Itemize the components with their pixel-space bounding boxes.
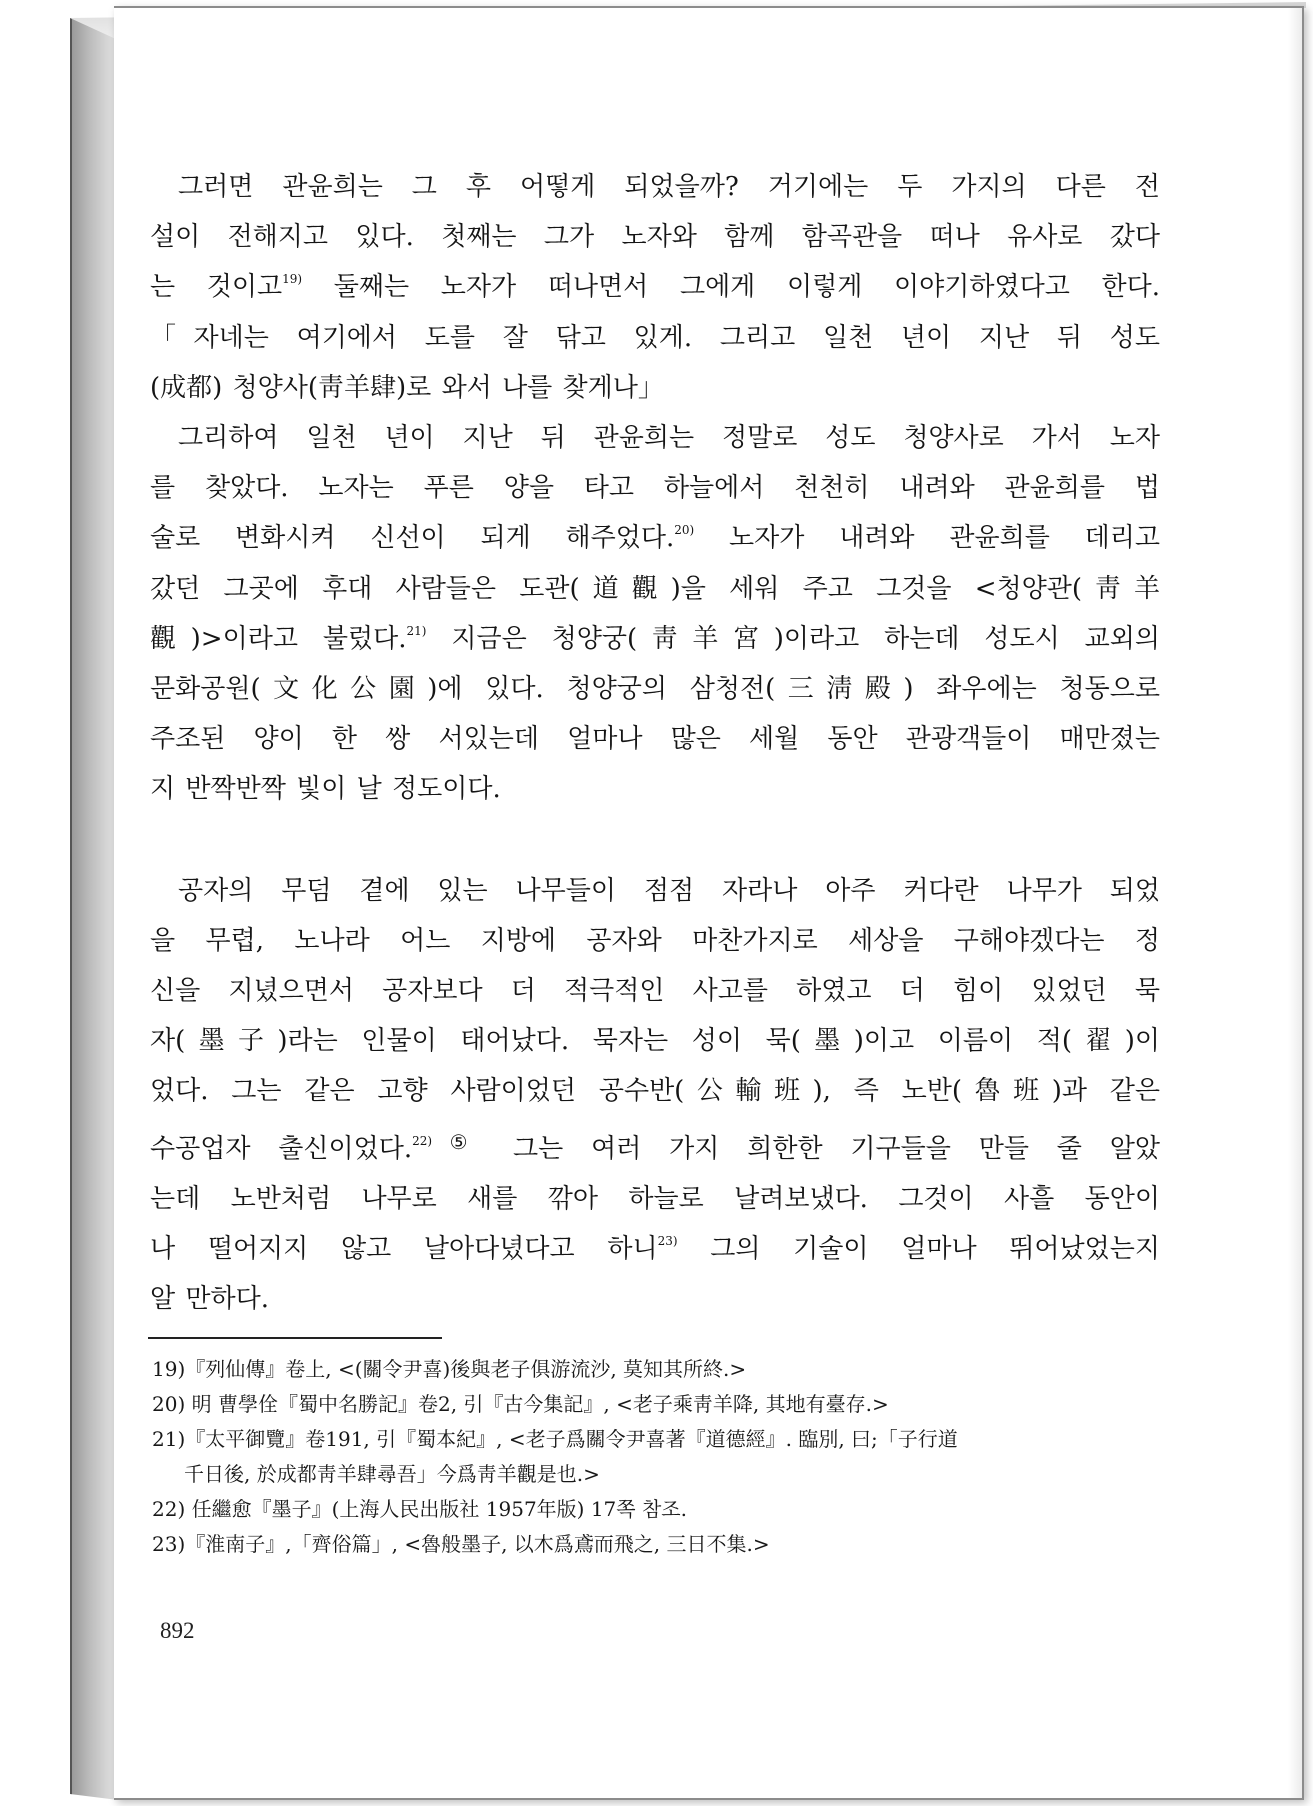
page-edge-shadow — [1288, 8, 1302, 1798]
footnote-ref-22: 22) — [412, 1133, 433, 1148]
footnote-21-continued: 千日後, 於成都靑羊肆尋吾」今爲靑羊觀是也.> — [184, 1462, 600, 1486]
text-line: 주조된 양이 한 쌍 서있는데 얼마나 많은 세월 동안 관광객들이 매만졌는 — [150, 724, 1160, 755]
footnotes — [152, 1352, 1162, 1562]
text-segment: 그의 기술이 얼마나 뛰어났었는지 — [677, 1234, 1160, 1265]
text-segment: 술로 변화시켜 신선이 되게 해주었다. — [150, 523, 675, 554]
book-spine — [70, 18, 118, 1800]
text-line: 갔던 그곳에 후대 사람들은 도관(道觀)을 세워 주고 그것을 <청양관(靑羊 — [150, 573, 1160, 604]
footnote-20: 20) 明 曹學佺『蜀中名勝記』卷2, 引『古今集記』, <老子乘靑羊降, 其地有臺存.> — [152, 1392, 889, 1416]
page-number: 892 — [160, 1618, 195, 1643]
text-segment: 는 것이고 — [150, 272, 283, 303]
text-line — [150, 614, 1160, 664]
text-line: (成都) 청양사(靑羊肆)로 와서 나를 찾게나」 — [150, 372, 664, 403]
text-line: 「자네는 여기에서 도를 잘 닦고 있게. 그리고 일천 년이 지난 뒤 성도 — [150, 322, 1160, 353]
paragraph-1 — [150, 162, 1160, 413]
circled-five-marker: ⑤ — [432, 1129, 486, 1154]
text-segment: 둘째는 노자가 떠나면서 그에게 이렇게 이야기하였다고 한다. — [302, 272, 1160, 303]
footnote-ref-21: 21) — [406, 623, 427, 638]
footnote-ref-23: 23) — [657, 1234, 678, 1249]
footnote-divider — [148, 1337, 442, 1339]
text-line: 그리하여 일천 년이 지난 뒤 관윤희는 정말로 성도 청양사로 가서 노자 — [178, 423, 1160, 454]
paragraph-3 — [150, 866, 1160, 1325]
footnote-ref-19: 19) — [282, 272, 303, 287]
text-line: 는데 노반처럼 나무로 새를 깎아 하늘로 날려보냈다. 그것이 사흘 동안이 — [150, 1183, 1160, 1214]
text-line: 알 만하다. — [150, 1284, 269, 1315]
text-line: 을 무렵, 노나라 어느 지방에 공자와 마찬가지로 세상을 구해야겠다는 정 — [150, 925, 1160, 956]
text-line: 설이 전해지고 있다. 첫째는 그가 노자와 함께 함곡관을 떠나 유사로 갔다 — [150, 222, 1160, 253]
footnote-23: 23)『淮南子』,「齊俗篇」, <魯般墨子, 以木爲鳶而飛之, 三日不集.> — [152, 1532, 770, 1556]
text-line — [150, 262, 1160, 312]
text-line — [150, 1117, 1160, 1174]
text-line: 공자의 무덤 곁에 있는 나무들이 점점 자라나 아주 커다란 나무가 되었 — [178, 875, 1160, 906]
text-line: 를 찾았다. 노자는 푸른 양을 타고 하늘에서 천천히 내려와 관윤희를 법 — [150, 473, 1160, 504]
text-segment: 수공업자 출신이었다. — [150, 1133, 413, 1164]
text-segment: 그는 여러 가지 희한한 기구들을 만들 줄 알았 — [485, 1133, 1160, 1164]
text-segment: 노자가 내려와 관윤희를 데리고 — [694, 523, 1160, 554]
text-line: 그러면 관윤희는 그 후 어떻게 되었을까? 거기에는 두 가지의 다른 전 — [178, 172, 1160, 202]
text-line: 신을 지녔으면서 공자보다 더 적극적인 사고를 하였고 더 힘이 있었던 묵 — [150, 976, 1160, 1007]
text-line — [150, 513, 1160, 563]
text-segment: 지금은 청양궁(靑羊宮)이라고 하는데 성도시 교외의 — [426, 623, 1161, 654]
text-line: 문화공원(文化公園)에 있다. 청양궁의 삼청전(三淸殿) 좌우에는 청동으로 — [150, 674, 1160, 705]
text-line — [150, 1224, 1160, 1274]
text-line: 지 반짝반짝 빛이 날 정도이다. — [150, 774, 501, 805]
text-line: 자(墨子)라는 인물이 태어났다. 묵자는 성이 묵(墨)이고 이름이 적(翟)이 — [150, 1026, 1160, 1057]
footnote-ref-20: 20) — [674, 523, 695, 538]
footnote-22: 22) 任繼愈『墨子』(上海人民出版社 1957年版) 17쪽 참조. — [152, 1497, 687, 1521]
text-line: 었다. 그는 같은 고향 사람이었던 공수반(公輸班), 즉 노반(魯班)과 같은 — [150, 1076, 1160, 1107]
paragraph-gap — [150, 815, 1160, 866]
page-body — [150, 162, 1160, 1324]
footnote-19: 19)『列仙傳』卷上, <(關令尹喜)後與老子俱游流沙, 莫知其所終.> — [152, 1357, 747, 1381]
footnote-21: 21)『太平御覽』卷191, 引『蜀本紀』, <老子爲關令尹喜著『道德經』. 臨別, 曰;「子行道 — [152, 1427, 958, 1451]
paragraph-2 — [150, 413, 1160, 815]
text-segment: 나 떨어지지 않고 날아다녔다고 하니 — [150, 1234, 658, 1265]
text-segment: 觀)>이라고 불렀다. — [150, 623, 407, 654]
